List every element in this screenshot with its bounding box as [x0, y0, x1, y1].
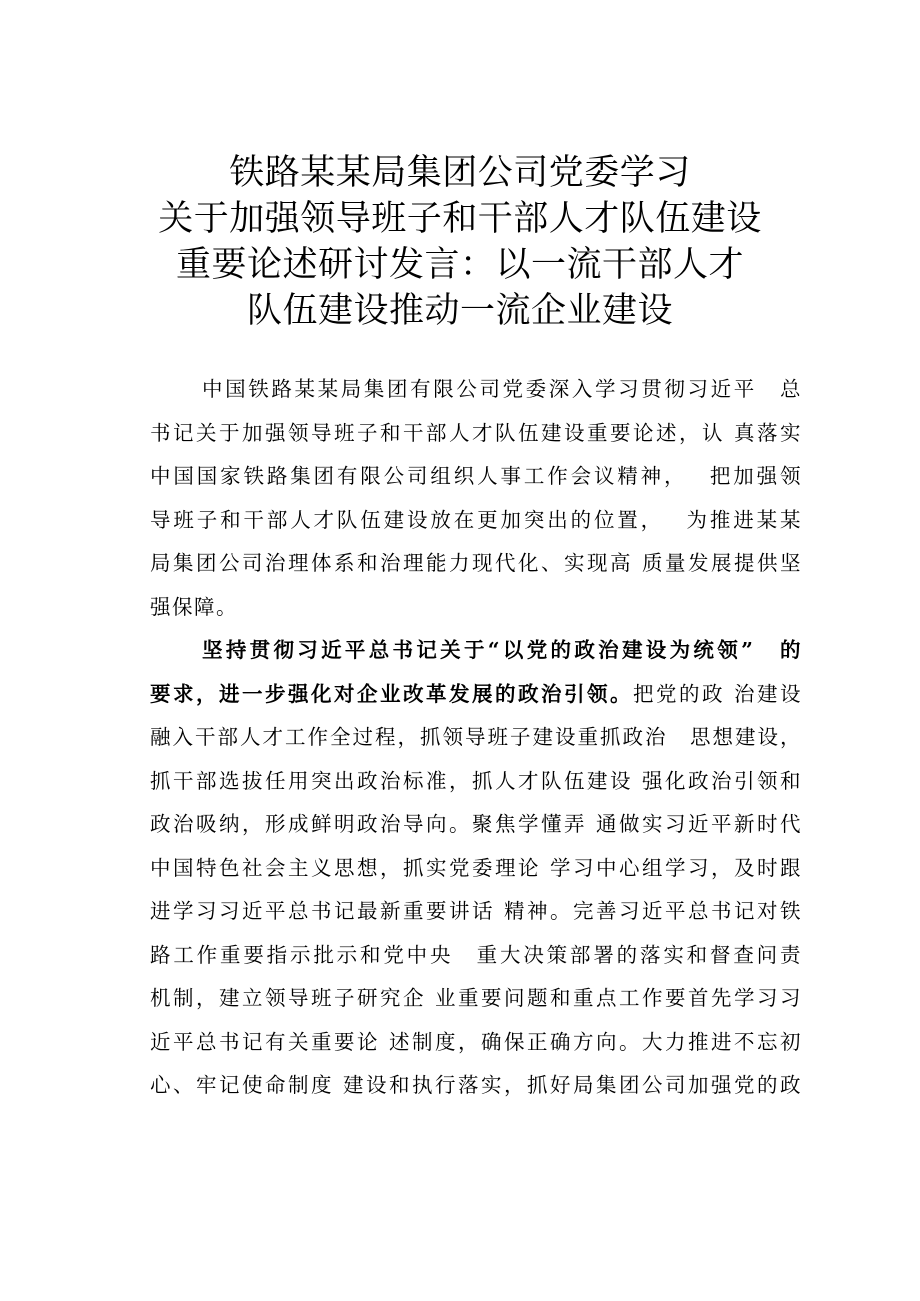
paragraph-line: 路工作重要指示批示和党中央 重大决策部署的落实和督查问责 — [150, 942, 802, 967]
title-line-3: 重要论述研讨发言：以一流干部人才 — [175, 245, 744, 285]
paragraph-line: 近平总书记有关重要论 述制度，确保正确方向。大力推进不忘初 — [150, 1029, 802, 1054]
paragraph-line-rest: 把党的政 治建设 — [632, 681, 802, 706]
bold-heading-line: 坚持贯彻习近平总书记关于“以党的政治建设为统领” 的 — [202, 638, 802, 662]
paragraph-line: 机制，建立领导班子研究企 业重要问题和重点工作要首先学习习 — [150, 986, 802, 1010]
paragraph-line: 强保障。 — [150, 594, 238, 619]
paragraph-line: 书记关于加强领导班子和干部人才队伍建设重要论述，认 真落实 — [150, 420, 802, 445]
paragraph-line: 融入干部人才工作全过程，抓领导班子建设重抓政治 思想建设， — [150, 725, 802, 749]
paragraph-line: 中国特色社会主义思想，抓实党委理论 学习中心组学习，及时跟 — [150, 855, 802, 880]
paragraph-line: 局集团公司治理体系和治理能力现代化、实现高 质量发展提供坚 — [150, 551, 802, 575]
paragraph-line: 进学习习近平总书记最新重要讲话 精神。完善习近平总书记对铁 — [150, 899, 802, 923]
title-line-2: 关于加强领导班子和干部人才队伍建设 — [158, 199, 762, 239]
paragraph-line: 导班子和干部人才队伍建设放在更加突出的位置， 为推进某某 — [150, 507, 802, 532]
paragraph-intro — [150, 368, 802, 629]
paragraph-line: 心、牢记使命制度 建设和执行落实，抓好局集团公司加强党的政 — [150, 1073, 802, 1097]
paragraph-line: 中国铁路某某局集团有限公司党委深入学习贯彻习近平 总 — [202, 377, 802, 401]
paragraph-line — [150, 673, 802, 717]
bold-heading-line-end: 要求，进一步强化对企业改革发展的政治引领。 — [150, 681, 633, 706]
paragraph-line: 抓干部选拔任用突出政治标准，抓人才队伍建设 强化政治引领和 — [150, 768, 802, 793]
paragraph-line: 政治吸纳，形成鲜明政治导向。聚焦学懂弄 通做实习近平新时代 — [150, 812, 802, 836]
document-body — [150, 368, 802, 1108]
document-title — [100, 150, 820, 334]
paragraph-political-guidance — [150, 629, 802, 1108]
title-line-4: 队伍建设推动一流企业建设 — [246, 291, 673, 331]
title-line-1: 铁路某某局集团公司党委学习 — [229, 153, 691, 193]
paragraph-line: 中国国家铁路集团有限公司组织人事工作会议精神， 把加强领 — [150, 464, 802, 488]
